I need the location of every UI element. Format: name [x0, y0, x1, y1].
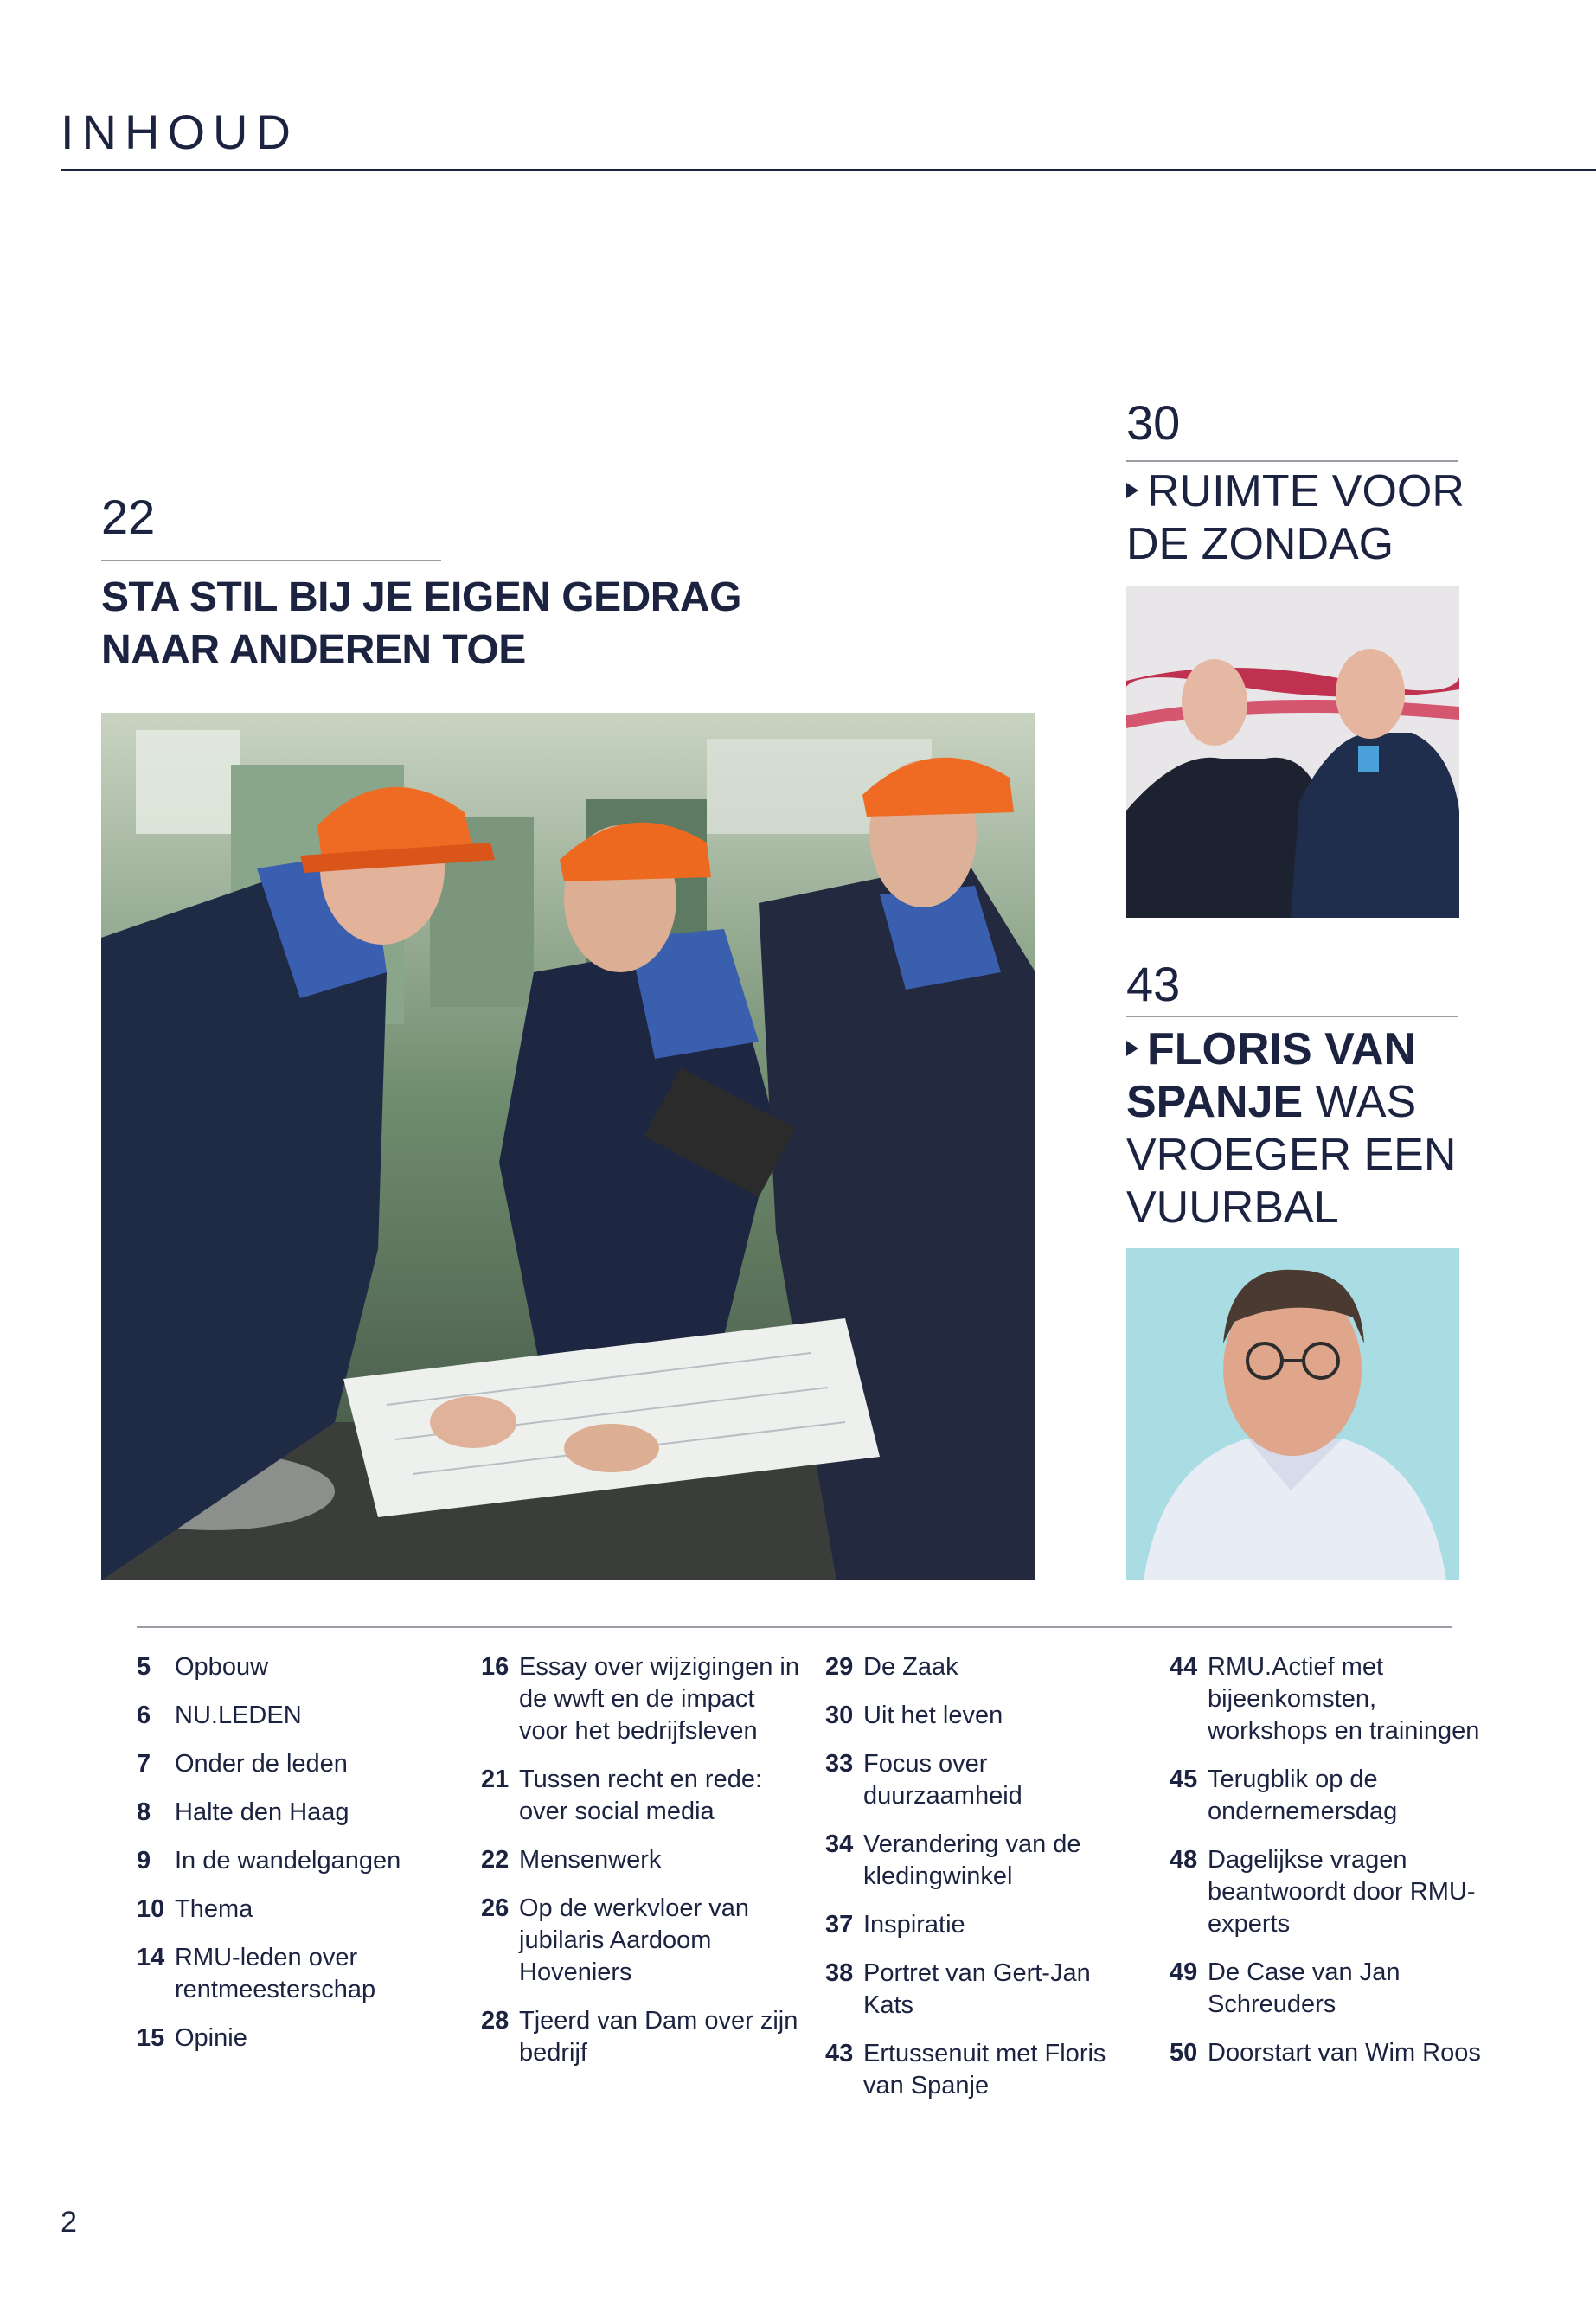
main-feature-title-line1: STA STIL BIJ JE EIGEN GEDRAG [101, 574, 741, 620]
side-feature-2-divider [1126, 1016, 1458, 1017]
toc-item-title: Focus over duurzaamheid [863, 1750, 1022, 1810]
toc-item[interactable] [137, 1651, 457, 1683]
toc-item-number: 7 [137, 1750, 151, 1778]
toc-item[interactable] [137, 2022, 457, 2054]
workers-photo-illustration [101, 713, 1035, 1580]
toc-item-number: 45 [1170, 1766, 1198, 1793]
toc-item[interactable] [825, 2038, 1145, 2102]
toc-item-number: 48 [1170, 1846, 1198, 1874]
side-feature-1-page-number: 30 [1126, 395, 1181, 450]
toc-item-title: Essay over wijzigingen in de wwft en de impact voor het bedrijfsleven [519, 1653, 799, 1745]
toc-item-title: Inspiratie [863, 1911, 965, 1939]
toc-item-title: Mensenwerk [519, 1846, 662, 1874]
toc-item-title: Ertussenuit met Floris van Spanje [863, 2040, 1106, 2099]
toc-item[interactable] [825, 1909, 1145, 1941]
side-feature-2-line3: VROEGER EEN [1126, 1130, 1457, 1180]
main-feature-photo[interactable] [101, 713, 1035, 1580]
toc-item-title: Verandering van de kledingwinkel [863, 1830, 1081, 1890]
toc-item-number: 29 [825, 1653, 854, 1681]
toc-item-number: 33 [825, 1750, 854, 1778]
side-feature-2-photo[interactable] [1126, 1248, 1459, 1580]
side-feature-2-title[interactable] [1126, 1023, 1456, 1234]
toc-item-number: 37 [825, 1911, 854, 1939]
toc-item-title: Op de werkvloer van jubilaris Aardoom Hoveniers [519, 1894, 749, 1986]
toc-item[interactable] [137, 1797, 457, 1829]
toc-item[interactable] [137, 1748, 457, 1780]
toc-item[interactable] [825, 1748, 1145, 1812]
toc-item-title: In de wandelgangen [175, 1847, 401, 1875]
toc-item[interactable] [825, 1829, 1145, 1893]
main-feature-page-number: 22 [101, 490, 156, 544]
toc-item[interactable] [1170, 1844, 1490, 1940]
toc-item-number: 9 [137, 1847, 151, 1875]
page-number: 2 [61, 2206, 77, 2239]
toc-item-title: Tjeerd van Dam over zijn bedrijf [519, 2007, 798, 2067]
toc-item-number: 14 [137, 1944, 165, 1971]
toc-item-number: 44 [1170, 1653, 1198, 1681]
toc-item-number: 6 [137, 1702, 151, 1729]
toc-item-number: 22 [481, 1846, 510, 1874]
toc-item-number: 16 [481, 1653, 510, 1681]
toc-item-number: 15 [137, 2024, 165, 2052]
page-title: INHOUD [61, 105, 298, 159]
toc-item[interactable] [481, 1764, 801, 1828]
side-feature-1-divider [1126, 460, 1458, 462]
toc-item[interactable] [825, 1651, 1145, 1683]
toc-item-number: 8 [137, 1798, 151, 1826]
toc-item-title: RMU.Actief met bijeenkomsten, workshops en trainingen [1208, 1653, 1480, 1745]
toc-item-title: Onder de leden [175, 1750, 348, 1778]
side-feature-1-title-line1: RUIMTE VOOR [1147, 466, 1465, 516]
side-feature-2-line4: VUURBAL [1126, 1183, 1339, 1233]
toc-item-title: Opbouw [175, 1653, 269, 1681]
toc-item-title: Terugblik op de ondernemersdag [1208, 1766, 1398, 1825]
toc-item[interactable] [137, 1700, 457, 1732]
toc-item-title: Doorstart van Wim Roos [1208, 2039, 1481, 2067]
triangle-bullet-icon [1126, 483, 1138, 498]
toc-item[interactable] [1170, 1651, 1490, 1747]
toc-item[interactable] [1170, 1957, 1490, 2021]
toc-item-title: Uit het leven [863, 1702, 1003, 1729]
toc-item-number: 5 [137, 1653, 151, 1681]
toc-item[interactable] [137, 1942, 457, 2006]
toc-item-title: Thema [175, 1895, 253, 1923]
toc-item-number: 50 [1170, 2039, 1198, 2067]
toc-item-number: 38 [825, 1959, 854, 1987]
toc-item-number: 30 [825, 1702, 854, 1729]
toc-item-number: 26 [481, 1894, 510, 1922]
side-feature-1-title-line2: DE ZONDAG [1126, 519, 1394, 569]
toc-item[interactable] [481, 1844, 801, 1876]
triangle-bullet-icon [1126, 1041, 1138, 1056]
main-feature-divider [101, 560, 441, 561]
toc-item[interactable] [1170, 1764, 1490, 1828]
side-feature-1-photo[interactable] [1126, 586, 1459, 918]
two-men-photo-illustration [1126, 586, 1459, 918]
side-feature-2-bold-line1: FLORIS VAN [1147, 1024, 1417, 1074]
toc-item-number: 28 [481, 2007, 510, 2035]
main-feature-title-line2: NAAR ANDEREN TOE [101, 627, 526, 673]
side-feature-2-rest-line2: WAS [1303, 1077, 1417, 1127]
toc-item[interactable] [481, 2005, 801, 2069]
toc-column-4 [1170, 1651, 1490, 2086]
side-feature-2-page-number: 43 [1126, 957, 1181, 1011]
toc-item-number: 43 [825, 2040, 854, 2067]
toc-column-1 [137, 1651, 457, 2071]
toc-item-title: Portret van Gert-Jan Kats [863, 1959, 1091, 2019]
toc-item-title: Halte den Haag [175, 1798, 349, 1826]
toc-item[interactable] [137, 1894, 457, 1926]
toc-item-number: 49 [1170, 1958, 1198, 1986]
main-feature-title[interactable] [101, 571, 741, 676]
toc-item-title: De Zaak [863, 1653, 958, 1681]
toc-item-title: Tussen recht en rede: over social media [519, 1766, 763, 1825]
toc-item[interactable] [481, 1893, 801, 1989]
toc-column-3 [825, 1651, 1145, 2118]
toc-item-title: De Case van Jan Schreuders [1208, 1958, 1401, 2018]
toc-divider [137, 1626, 1452, 1628]
toc-item[interactable] [825, 1700, 1145, 1732]
toc-item[interactable] [481, 1651, 801, 1747]
toc-item[interactable] [1170, 2037, 1490, 2069]
toc-item-number: 34 [825, 1830, 854, 1858]
header-divider [61, 169, 1596, 171]
toc-item-number: 10 [137, 1895, 165, 1923]
toc-item[interactable] [137, 1845, 457, 1877]
toc-item[interactable] [825, 1958, 1145, 2022]
side-feature-1-title[interactable] [1126, 465, 1465, 571]
toc-item-title: Opinie [175, 2024, 247, 2052]
toc-item-number: 21 [481, 1766, 510, 1793]
side-feature-2-bold-line2: SPANJE [1126, 1077, 1304, 1127]
toc-item-title: RMU-leden over rentmeesterschap [175, 1944, 376, 2003]
portrait-photo-illustration [1126, 1248, 1459, 1580]
toc-item-title: NU.LEDEN [175, 1702, 302, 1729]
toc-item-title: Dagelijkse vragen beantwoordt door RMU-experts [1208, 1846, 1476, 1938]
toc-column-2 [481, 1651, 801, 2086]
